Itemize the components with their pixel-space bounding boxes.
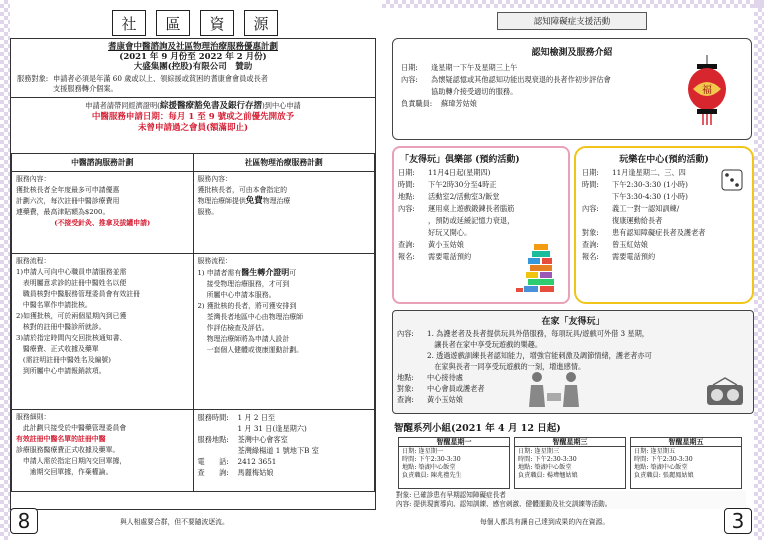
home-play-section: 在家「友得玩」 內容: 1. 為護老者及長者提供玩具外借服務，每項玩具/遊戲可外借 3 星期， 讓長者在家中享受玩遊戲的樂趣。 2. 透過遊戲訓練長者認知能力，增強官能刺激及調節情緒，護老者亦可 在家與長者一同享受玩遊戲的一刻，增進感情。 地點: 中心接待處 對象: 中心會員或護老者 查詢: 黃小玉姑娘 <box>392 310 754 414</box>
service-target-cont <box>11 84 375 94</box>
apply-line-1: 申請者請帶同經濟證明(綜援醫療豁免書及銀行存摺)到中心申請 <box>85 101 301 111</box>
physio-service-procedure: 服務流程： 1) 申請者需有醫生轉介證明可 接受物理治療服務，才可到 所屬中心申請本服務。 2) 獲批核的長者，將可獲安排到 荃灣長者地區中心由物理治療師 作評估檢查及評估。 物理治療師將為申請人設計 一套個人健體或復康運動計劃。 <box>193 254 375 410</box>
cognitive-assessment-section: 認知檢測及服務介紹 日期: 逢星期一下午及星期三上午 內容: 為懷疑認憶或其他認知功能出現衰退的長者作初步評估會 協助轉介接受適切的服務。 負責職員: 蘇瑋芳姑娘 福 <box>392 38 752 140</box>
friends-club-section: 「友得玩」俱樂部 (預約活動) 日期: 11月4日起(星期四) 時間: 下午2時30分至4時正 地點: 活動室2/活動室3/飯堂 內容: 運用桌上遊戲鍛鍊長者腦筋 ，預防或延緩記憶力衰退， 好玩又開心。 查詢: 黃小玉姑娘 報名: 需要電話預約 <box>392 146 570 304</box>
right-page <box>382 0 764 540</box>
page-number-right: 3 <box>724 508 752 534</box>
title-char: 源 <box>244 10 278 36</box>
cm-registered-note: 有效註冊中醫名單的註冊中醫 <box>16 435 106 443</box>
left-border-decoration <box>0 0 10 540</box>
cm-service-procedure: 服務流程： 1)申請人可向中心職員申請服務並需 表明屬意求診的註冊中醫姓名以便 職員核對中醫服務管理委員會有效註冊 中醫名單作申請批核。 2)如獲批核，可於兩個星期內到已獲 核對的註冊中醫診所就診。 3)請於指定時間內交回批核通知書、 醫療費、正式收據及藥單 (需註明註冊中醫姓名及編號) 到所屬中心申請報銷款項。 <box>12 254 194 410</box>
service-target-text: 申請者必須是年滿 60 歲或以上、領綜援或貧困的耆康會會員或長者 <box>53 74 268 83</box>
smart-series-title: 智醒系列小組(2021 年 4 月 12 日起) <box>394 423 561 434</box>
top-border-decoration <box>382 0 764 8</box>
friends-club-title: 「友得玩」俱樂部 (預約活動) <box>400 155 520 165</box>
page-number-left: 8 <box>10 508 38 534</box>
people-playing-icon <box>523 369 593 409</box>
footer-quote-right: 每個人都具有讓自己達到成果的內在資源。 <box>480 518 610 526</box>
lantern-icon <box>685 55 729 125</box>
block-tower-icon <box>514 232 564 294</box>
play-center-section: 玩樂在中心(預約活動) 日期: 11月逢星期二、三、四 時間: 下午2:30-3:30 (1小時) 下午3:30-4:30 (1小時) 內容: 義工一對一認知訓練/ 復康運動給長者 對象: 患有認知障礙症長者及護老者 查詢: 曾玉紅姑娘 報名: 需要電話預約 <box>574 146 754 304</box>
physio-service-content: 服務內容： 獲批核長者，可由本會指定的 物理治療師提供免費物理治療 服務。 <box>193 172 375 254</box>
cm-service-details: 服務細則： 此計劃只接受於中醫藥管理委員會 有效註冊中醫名單的註冊中醫 診療服務醫療費正式收據及藥單。 申請人需於指定日期內交回單據， 逾期交回單據，作棄權論。 <box>12 410 194 492</box>
apply-info <box>11 97 375 134</box>
cognitive-title: 認知檢測及服務介紹 <box>531 48 613 58</box>
smart-group-monday: 智醒星期一 日期: 逢星期一 時間: 下午2:30-3:30 地點: 築湖中心飯堂 負責職員: 陳兆禮先生 <box>398 437 510 489</box>
physio-service-details: 服務時間: 1 月 2 日至 1 月 31 日(逢星期六) 服務地點: 荃灣中心會客室 荃灣綠楊道 1 號地下B 室 電 話: 2412 3651 查 詢: 馬麗梅姑娘 <box>193 410 375 492</box>
dementia-support-banner: 認知障礙症支援活動 <box>497 12 647 30</box>
title-char: 區 <box>156 10 190 36</box>
play-center-title: 玩樂在中心(預約活動) <box>619 155 709 165</box>
community-resources-title <box>112 10 278 36</box>
cm-service-content: 服務內容： 獲批核長者全年度最多可申請優惠 計劃六次，每次註冊中醫診療費用 連藥費，最高津貼額為$200。 (不接受針灸、推拿及拔罐申請) <box>12 172 194 254</box>
home-play-title: 在家「友得玩」 <box>541 317 605 327</box>
scheme-period: (2021 年 9 月份至 2022 年 2 月份) <box>119 52 267 62</box>
col-header-physio: 社區物理治療服務計劃 <box>193 154 375 172</box>
service-target <box>11 74 375 84</box>
smart-group-friday: 智醒星期五 日期: 逢星期五 時間: 下午2:30-3:30 地點: 築湖中心飯堂 負責職員: 張麗鳳姑娘 <box>630 437 742 489</box>
cm-exclusion-note: (不接受針灸、推拿及拔罐申請) <box>54 219 151 227</box>
footer-quote-left: 與人相處要合群，但不要隨波逐流。 <box>120 518 229 526</box>
right-border-decoration <box>754 0 764 540</box>
scheme-box <box>10 38 376 510</box>
radio-icon <box>705 377 745 407</box>
service-target-label: 服務對象: <box>17 74 49 83</box>
title-char: 社 <box>112 10 146 36</box>
scheme-heading: 耆康會中醫諮詢及社區物理治療服務優惠計劃 <box>107 42 278 52</box>
svg-text:福: 福 <box>702 85 712 96</box>
apply-priority: 未曾申請過之會員(額滿即止) <box>137 123 249 133</box>
col-header-chinese-medicine: 中醫諮詢服務計劃 <box>12 154 194 172</box>
dice-icon <box>720 168 744 192</box>
title-char: 資 <box>200 10 234 36</box>
scheme-sponsor: 大盛集團(控股)有限公司 贊助 <box>133 62 253 72</box>
apply-date: 中醫服務申請日期：每月 1 至 9 號或之前優先開放予 <box>91 112 295 122</box>
smart-group-wednesday: 智醒星期三 日期: 逢星期三 時間: 下午2:30-3:30 地點: 築湖中心飯堂 負責職員: 楊瑋翹姑娘 <box>514 437 626 489</box>
service-target-text-2: 支援服務轉介個案。 <box>53 84 118 93</box>
smart-series-notes: 對象: 已確診患有早期認知障礙症長者 內容: 提供現實導向、認知訓練、感官刺激、健體運動及社交訓練等活動。 <box>396 491 746 509</box>
service-plan-table <box>11 153 375 492</box>
